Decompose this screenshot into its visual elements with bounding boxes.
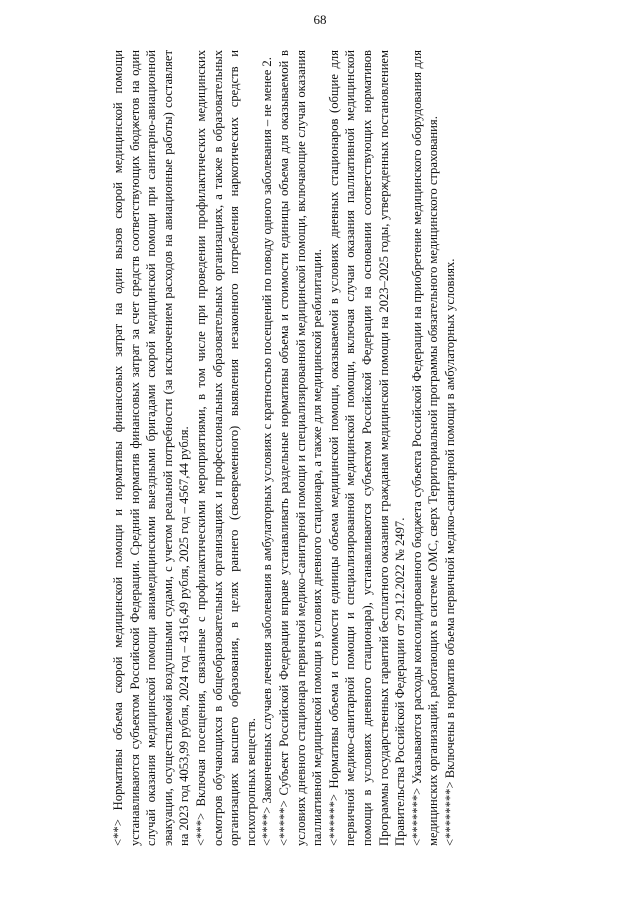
footnote-marker: <****> — [260, 806, 275, 846]
footnote-marker: <**> — [111, 819, 125, 846]
footnote-text: Субъект Российской Федерации вправе устанавливать раздельные нормативы объема и стоимости единицы объема для оказываемой в условиях дневного стационара первичной медико-санитарной помощи и специализированной медицинской помощи, включающие случаи оказания паллиативной медицинской помощи в условиях дневного стационара, а также для медицинской реабилитации. — [276, 50, 325, 846]
footnote-marker: <*******> — [409, 787, 424, 846]
footnote-6 — [409, 50, 442, 846]
footnote-4 — [276, 50, 326, 846]
footnote-1 — [110, 50, 193, 846]
footnote-text: Нормативы объема скорой медицинской помощи и нормативы финансовых затрат на один вызов скорой медицинской помощи устанавливаются субъектом Российской Федерации. Средний норматив финансовых затрат за счет средств соответствующих бюджетов на один случай оказания медицинской помощи авиамедицинскими выездными бригадами скорой медицинской помощи при санитарно-авиационной эвакуации, осуществляемой воздушными судами, с учетом реальной потребности (за исключением расходов на авиационные работы) составляет на 2023 год 4053,99 рубля, 2024 год – 4316,49 рубля, 2025 год – 4567,44 рубля. — [111, 50, 192, 846]
footnote-5 — [326, 50, 409, 846]
footnote-text: Включая посещения, связанные с профилактическими мероприятиями, в том числе при проведении профилактических медицинских осмотров обучающихся в общеобразовательных организациях и профессиональных образовательных организациях, а также в образовательных организациях высшего образования, в целях раннего (своевременного) выявления незаконного потребления наркотических средств и психотропных веществ. — [193, 50, 258, 846]
footnote-text: Законченных случаев лечения заболевания в амбулаторных условиях с кратностью посещений по поводу одного заболевания – не менее 2. — [260, 57, 275, 807]
footnote-marker: <******> — [326, 794, 341, 846]
rotated-content — [110, 50, 610, 846]
footnote-3 — [259, 50, 276, 846]
footnote-marker: <***> — [193, 812, 208, 846]
page-number: 68 — [313, 12, 327, 27]
footnote-7 — [442, 50, 459, 846]
footnote-text: Нормативы объема и стоимости единицы объема медицинской помощи, оказываемой в условиях дневных стационаров (общие для первичной медико-санитарной помощи и специализированной медицинской помощи, включая случаи оказания паллиативной медицинской помощи в условиях дневного стационара), устанавливаются субъектом Российской Федерации на основании соответствующих нормативов Программы государственных гарантий бесплатного оказания гражданам медицинской помощи на 2023–2025 годы, утвержденных постановлением Правительства Российской Федерации от 29.12.2022 № 2497. — [326, 50, 408, 846]
footnote-text: Включены в норматив объема первичной медико-санитарной помощи в амбулаторных условиях. — [442, 258, 457, 782]
footnote-marker: <********> — [442, 781, 457, 846]
footnote-2 — [193, 50, 259, 846]
footnote-marker: <*****> — [276, 800, 291, 846]
footnotes-section — [110, 50, 610, 846]
footnote-text: Указываются расходы консолидированного бюджета субъекта Российской Федерации на приобретение медицинского оборудования для медицинских организаций, работающих в системе ОМС, сверх Территориальной программы обязательного медицинского страхования. — [409, 50, 441, 846]
